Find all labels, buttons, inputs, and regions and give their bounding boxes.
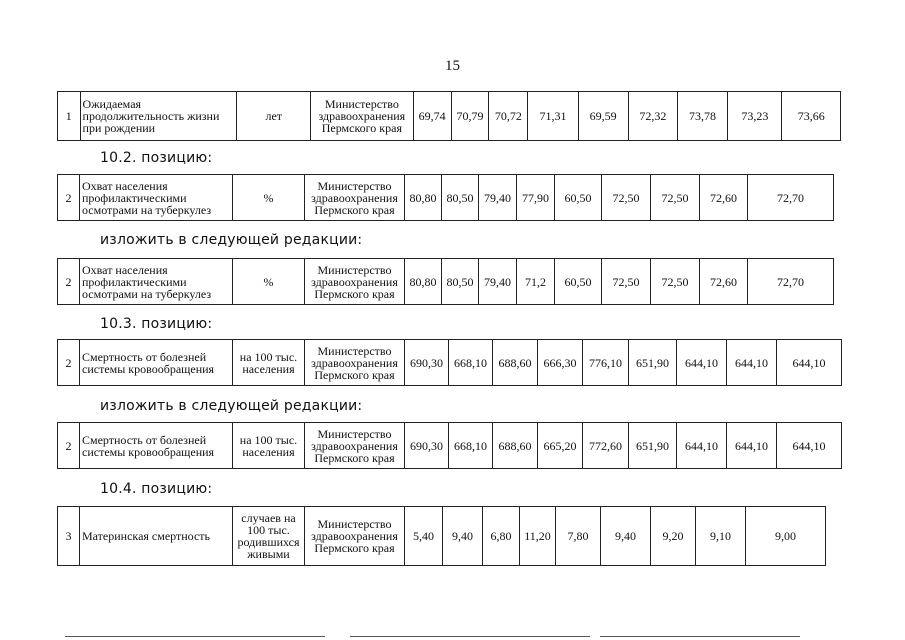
value-cell: 72,32 — [628, 92, 677, 141]
value-cell: 72,50 — [651, 175, 700, 221]
value-cell: 688,60 — [493, 340, 538, 386]
unit-cell: % — [233, 259, 305, 305]
value-cell: 644,10 — [727, 423, 777, 469]
value-cell: 70,79 — [451, 92, 489, 141]
value-cell: 9,20 — [651, 507, 696, 566]
value-cell: 72,50 — [651, 259, 700, 305]
value-cell: 80,80 — [405, 175, 442, 221]
value-cell: 6,80 — [483, 507, 520, 566]
indicator-name: Смертность от болезней системы кровообращения — [80, 340, 233, 386]
indicator-name: Смертность от болезней системы кровообращения — [80, 423, 233, 469]
value-cell: 60,50 — [555, 259, 602, 305]
value-cell: 72,70 — [748, 175, 834, 221]
value-cell: 665,20 — [538, 423, 583, 469]
unit-cell: на 100 тыс. населения — [233, 340, 305, 386]
organization-cell: Министерство здравоохранения Пермского края — [305, 507, 405, 566]
indicator-name: Материнская смертность — [80, 507, 233, 566]
value-cell: 72,50 — [602, 259, 651, 305]
value-cell: 71,2 — [517, 259, 555, 305]
unit-cell: на 100 тыс. населения — [233, 423, 305, 469]
value-cell: 690,30 — [405, 423, 449, 469]
organization-cell: Министерство здравоохранения Пермского края — [305, 423, 405, 469]
value-cell: 9,10 — [696, 507, 746, 566]
value-cell: 644,10 — [777, 423, 842, 469]
value-cell: 80,50 — [442, 259, 479, 305]
value-cell: 666,30 — [538, 340, 583, 386]
indicator-table — [57, 258, 834, 305]
value-cell: 73,78 — [677, 92, 727, 141]
value-cell: 77,90 — [517, 175, 555, 221]
table-row — [58, 507, 826, 566]
value-cell: 72,60 — [700, 259, 748, 305]
value-cell: 9,00 — [746, 507, 826, 566]
row-number: 2 — [58, 423, 80, 469]
value-cell: 73,23 — [728, 92, 782, 141]
value-cell: 60,50 — [555, 175, 602, 221]
page-number: 15 — [445, 58, 460, 74]
value-cell: 69,59 — [578, 92, 628, 141]
page-bottom-rule — [600, 636, 800, 637]
value-cell: 69,74 — [413, 92, 451, 141]
section-caption: изложить в следующей редакции: — [100, 398, 363, 414]
section-caption: 10.4. позицию: — [100, 481, 213, 497]
indicator-table — [57, 91, 841, 141]
page-bottom-rule — [65, 636, 325, 637]
table-row — [58, 340, 842, 386]
value-cell: 651,90 — [629, 340, 677, 386]
row-number: 3 — [58, 507, 80, 566]
value-cell: 688,60 — [493, 423, 538, 469]
value-cell: 72,60 — [700, 175, 748, 221]
organization-cell: Министерство здравоохранения Пермского края — [311, 92, 413, 141]
indicator-name: Охват населения профилактическими осмотрами на туберкулез — [80, 259, 233, 305]
indicator-table — [57, 174, 834, 221]
unit-cell: % — [233, 175, 305, 221]
organization-cell: Министерство здравоохранения Пермского края — [305, 340, 405, 386]
value-cell: 9,40 — [601, 507, 651, 566]
organization-cell: Министерство здравоохранения Пермского края — [305, 175, 405, 221]
value-cell: 70,72 — [489, 92, 528, 141]
value-cell: 72,50 — [602, 175, 651, 221]
value-cell: 7,80 — [556, 507, 601, 566]
value-cell: 644,10 — [677, 340, 727, 386]
row-number: 2 — [58, 259, 80, 305]
value-cell: 651,90 — [629, 423, 677, 469]
indicator-table — [57, 506, 826, 566]
value-cell: 690,30 — [405, 340, 449, 386]
unit-cell: случаев на 100 тыс. родившихся живыми — [233, 507, 305, 566]
page-bottom-rule — [350, 636, 590, 637]
value-cell: 776,10 — [583, 340, 629, 386]
section-caption: 10.3. позицию: — [100, 316, 213, 332]
table-row — [58, 92, 841, 141]
value-cell: 644,10 — [777, 340, 842, 386]
row-number: 2 — [58, 340, 80, 386]
indicator-table — [57, 422, 842, 469]
value-cell: 9,40 — [443, 507, 483, 566]
value-cell: 80,50 — [442, 175, 479, 221]
value-cell: 5,40 — [405, 507, 443, 566]
value-cell: 80,80 — [405, 259, 442, 305]
value-cell: 73,66 — [782, 92, 841, 141]
value-cell: 772,60 — [583, 423, 629, 469]
value-cell: 11,20 — [520, 507, 556, 566]
table-row — [58, 423, 842, 469]
value-cell: 71,31 — [528, 92, 578, 141]
value-cell: 72,70 — [748, 259, 834, 305]
section-caption: изложить в следующей редакции: — [100, 232, 363, 248]
table-row — [58, 175, 834, 221]
indicator-name: Охват населения профилактическими осмотрами на туберкулез — [80, 175, 233, 221]
indicator-table — [57, 339, 842, 386]
row-number: 1 — [58, 92, 81, 141]
value-cell: 668,10 — [449, 340, 493, 386]
section-caption: 10.2. позицию: — [100, 150, 213, 166]
value-cell: 79,40 — [479, 259, 517, 305]
value-cell: 668,10 — [449, 423, 493, 469]
indicator-name: Ожидаемая продолжительность жизни при рождении — [80, 92, 237, 141]
value-cell: 644,10 — [677, 423, 727, 469]
value-cell: 79,40 — [479, 175, 517, 221]
organization-cell: Министерство здравоохранения Пермского края — [305, 259, 405, 305]
value-cell: 644,10 — [727, 340, 777, 386]
row-number: 2 — [58, 175, 80, 221]
table-row — [58, 259, 834, 305]
unit-cell: лет — [237, 92, 311, 141]
